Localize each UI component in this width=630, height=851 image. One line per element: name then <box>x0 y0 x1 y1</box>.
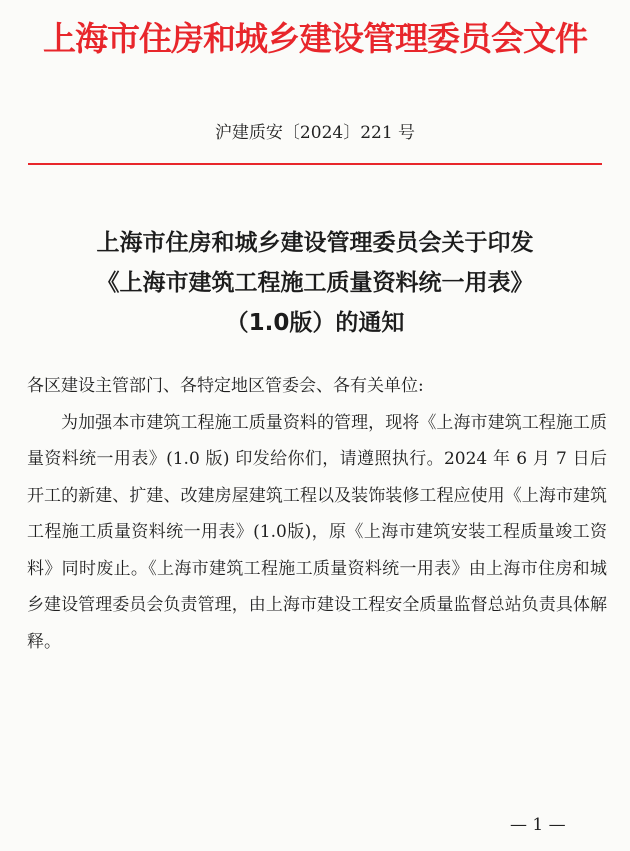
page-number: — 1 — <box>510 815 566 835</box>
title-line-1: 上海市住房和城乡建设管理委员会关于印发 <box>96 230 534 256</box>
document-masthead: 上海市住房和城乡建设管理委员会文件 <box>43 19 587 58</box>
document-title <box>0 223 630 343</box>
title-line-3: （1.0版）的通知 <box>225 310 405 336</box>
body-paragraph: 为加强本市建筑工程施工质量资料的管理，现将《上海市建筑工程施工质量资料统一用表》(1.0 版) 印发给你们，请遵照执行。2024 年 6 月 7 日后开工的新建、扩建、改建房屋建筑工程以及装饰装修工程应使用《上海市建筑工程施工质量资料统一用表》(1.0版)，原《上海市建筑安装工程质量竣工资料》同时废止。《上海市建筑工程施工质量资料统一用表》由上海市住房和城乡建设管理委员会负责管理，由上海市建设工程安全质量监督总站负责具体解释。 <box>27 412 607 652</box>
title-line-2: 《上海市建筑工程施工质量资料统一用表》 <box>96 270 534 296</box>
salutation: 各区建设主管部门、各特定地区管委会、各有关单位: <box>27 376 424 396</box>
document-number: 沪建质安〔2024〕221 号 <box>214 123 416 143</box>
document-body <box>27 368 607 660</box>
red-divider-line <box>28 163 602 165</box>
